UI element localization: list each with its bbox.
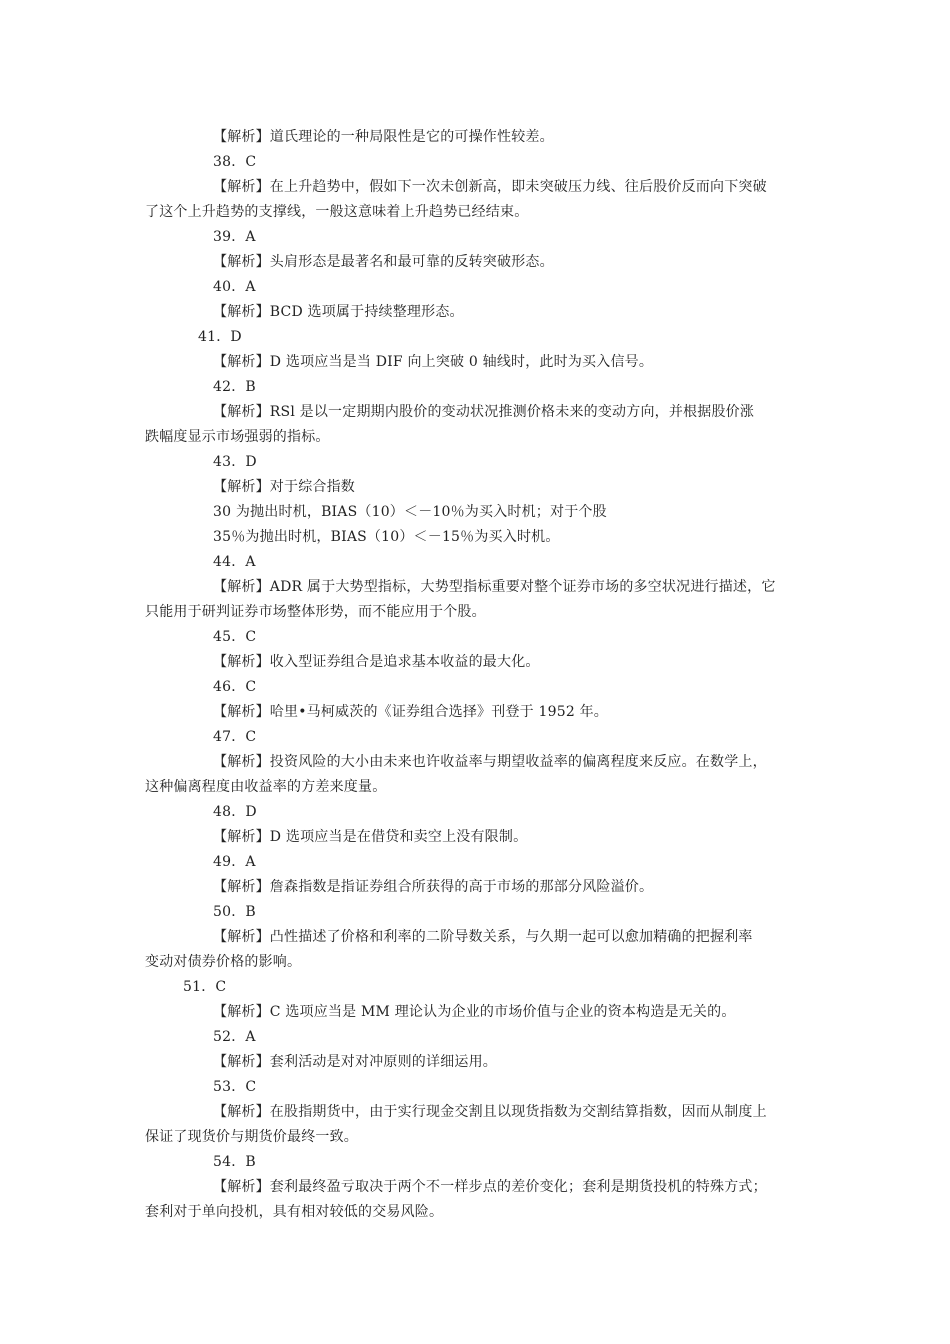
answer-line: 47．C <box>213 729 257 745</box>
explanation-line: 【解析】C 选项应当是 MM 理论认为企业的市场价值与企业的资本构造是无关的。 <box>213 1004 736 1020</box>
answer-line: 50．B <box>213 904 256 920</box>
answer-line: 49．A <box>213 854 256 870</box>
answer-line: 48．D <box>213 804 257 820</box>
explanation-continuation: 变动对债券价格的影响。 <box>145 954 302 970</box>
explanation-line: 【解析】对于综合指数 <box>213 479 355 495</box>
explanation-line: 【解析】道氏理论的一种局限性是它的可操作性较差。 <box>213 129 554 145</box>
answer-line: 46．C <box>213 679 257 695</box>
explanation-continuation: 只能用于研判证券市场整体形势，而不能应用于个股。 <box>145 604 486 620</box>
explanation-continuation: 保证了现货价与期货价最终一致。 <box>145 1129 358 1145</box>
answer-line: 53．C <box>213 1079 257 1095</box>
explanation-continuation: 这种偏离程度由收益率的方差来度量。 <box>145 779 387 795</box>
explanation-line: 【解析】在上升趋势中，假如下一次未创新高，即未突破压力线、往后股价反而向下突破 <box>213 179 767 195</box>
explanation-line: 【解析】BCD 选项属于持续整理形态。 <box>213 304 464 320</box>
answer-line: 51．C <box>183 979 227 995</box>
answer-line: 40．A <box>213 279 256 295</box>
explanation-line: 【解析】詹森指数是指证券组合所获得的高于市场的那部分风险溢价。 <box>213 879 654 895</box>
answer-line: 44．A <box>213 554 256 570</box>
answer-line: 43．D <box>213 454 257 470</box>
explanation-continuation: 跌幅度显示市场强弱的指标。 <box>145 429 330 445</box>
explanation-line: 【解析】D 选项应当是当 DIF 向上突破 0 轴线时，此时为买入信号。 <box>213 354 654 370</box>
explanation-line: 【解析】哈里•马柯威茨的《证券组合选择》刊登于 1952 年。 <box>213 704 608 720</box>
explanation-continuation: 30 为抛出时机，BIAS（10）＜－10％为买入时机；对于个股 <box>213 504 607 520</box>
answer-line: 52．A <box>213 1029 256 1045</box>
answer-line: 54．B <box>213 1154 256 1170</box>
explanation-continuation: 了这个上升趋势的支撑线，一般这意味着上升趋势已经结束。 <box>145 204 529 220</box>
explanation-line: 【解析】D 选项应当是在借贷和卖空上没有限制。 <box>213 829 528 845</box>
answer-line: 42．B <box>213 379 256 395</box>
explanation-continuation: 35％为抛出时机，BIAS（10）＜－15％为买入时机。 <box>213 529 560 545</box>
explanation-line: 【解析】头肩形态是最著名和最可靠的反转突破形态。 <box>213 254 554 270</box>
answer-line: 39．A <box>213 229 256 245</box>
explanation-line: 【解析】套利最终盈亏取决于两个不一样步点的差价变化；套利是期货投机的特殊方式； <box>213 1179 767 1195</box>
explanation-line: 【解析】在股指期货中，由于实行现金交割且以现货指数为交割结算指数，因而从制度上 <box>213 1104 767 1120</box>
answer-line: 41．D <box>198 329 242 345</box>
explanation-continuation: 套利对于单向投机，具有相对较低的交易风险。 <box>145 1204 444 1220</box>
explanation-line: 【解析】投资风险的大小由未来也许收益率与期望收益率的偏离程度来反应。在数学上， <box>213 754 767 770</box>
explanation-line: 【解析】套利活动是对对冲原则的详细运用。 <box>213 1054 497 1070</box>
explanation-line: 【解析】凸性描述了价格和利率的二阶导数关系，与久期一起可以愈加精确的把握利率 <box>213 929 753 945</box>
explanation-line: 【解析】收入型证券组合是追求基本收益的最大化。 <box>213 654 540 670</box>
explanation-line: 【解析】RSl 是以一定期期内股价的变动状况推测价格未来的变动方向，并根据股价涨 <box>213 404 755 420</box>
answer-line: 38．C <box>213 154 257 170</box>
explanation-line: 【解析】ADR 属于大势型指标，大势型指标重要对整个证券市场的多空状况进行描述，它 <box>213 579 776 595</box>
answer-line: 45．C <box>213 629 257 645</box>
